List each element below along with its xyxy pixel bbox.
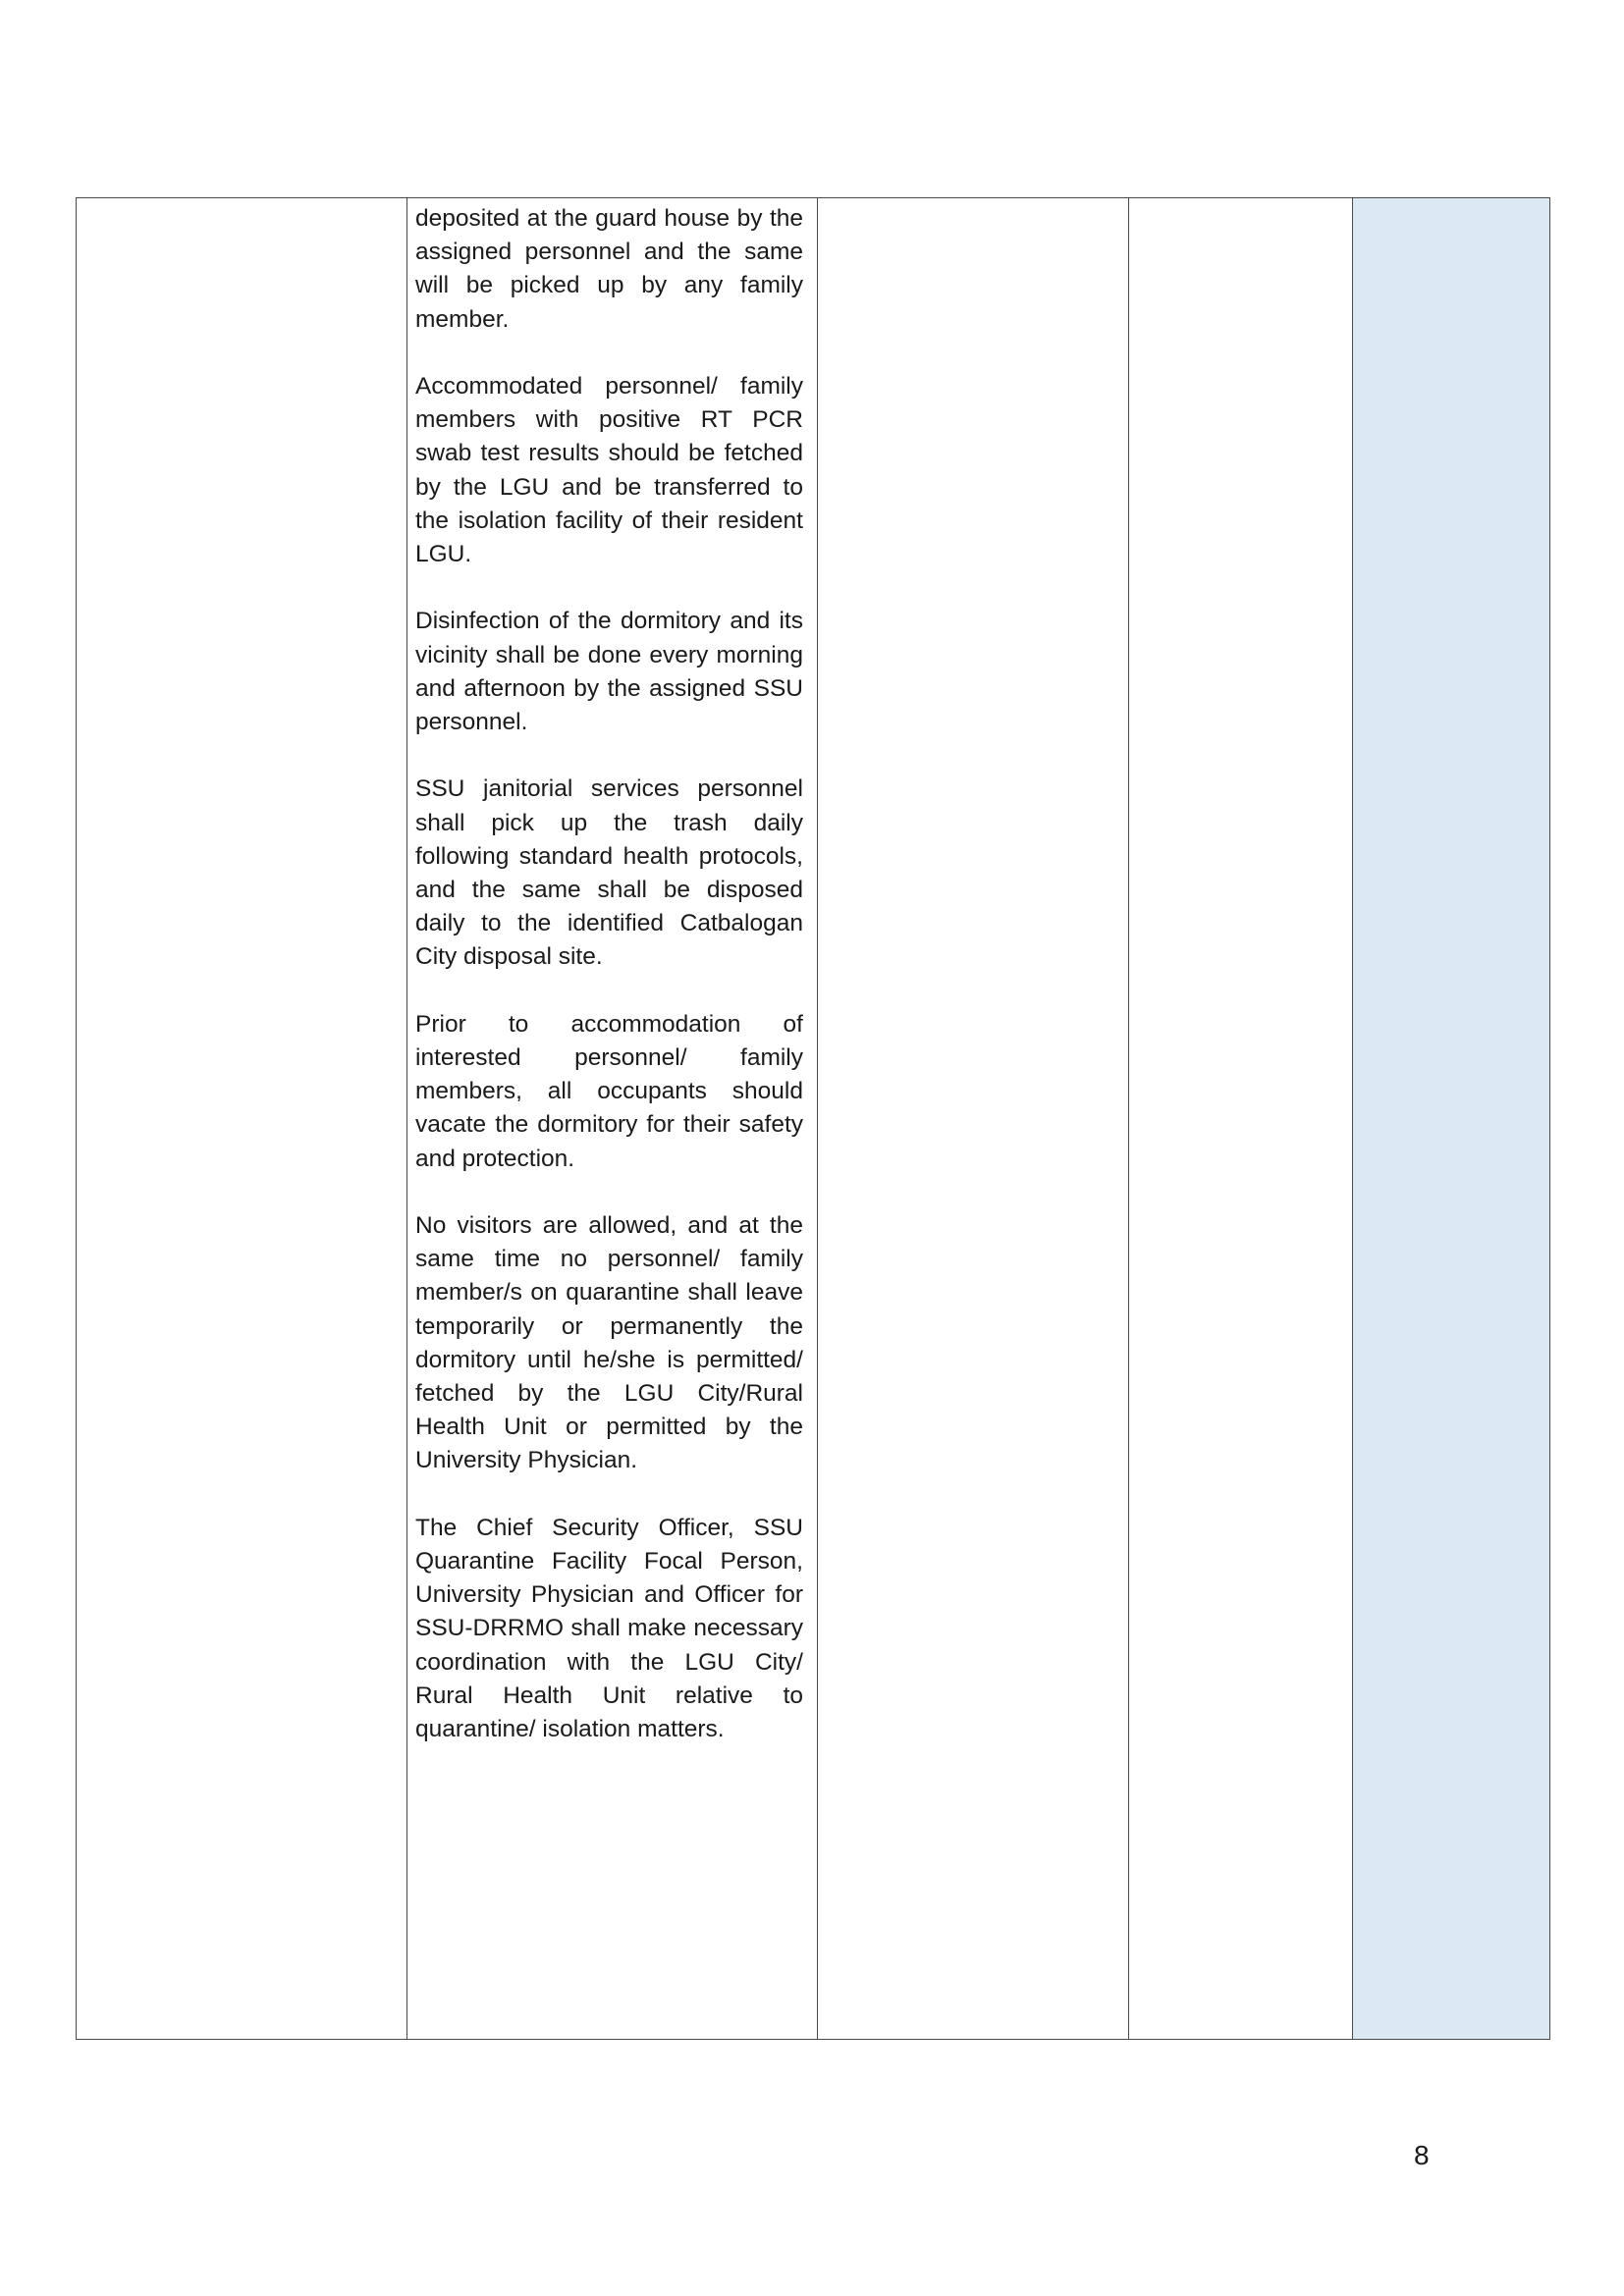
table-cell-empty-3 <box>818 198 1129 2040</box>
procedure-paragraph: Disinfection of the dormitory and its vicinity shall be done every morning and afternoon by the assigned SSU personnel. <box>415 608 803 736</box>
table-cell-empty-1 <box>77 198 407 2040</box>
procedure-paragraph: Prior to accommodation of interested personnel/ family members, all occupants should vacate the dormitory for their safety and protection. <box>415 1010 803 1172</box>
table-cell-empty-4 <box>1129 198 1353 2040</box>
table-row <box>77 198 1550 2040</box>
table-cell-shaded <box>1353 198 1550 2040</box>
procedure-table <box>76 197 1550 2040</box>
procedure-paragraph: Accommodated personnel/ family members with positive RT PCR swab test results should be fetched by the LGU and be transferred to the isolation facility of their resident LGU. <box>415 373 803 568</box>
page-number: 8 <box>1414 2140 1430 2170</box>
procedure-paragraph: No visitors are allowed, and at the same time no personnel/ family member/s on quarantine shall leave temporarily or permanently the dormitory until he/she is permitted/ fetched by the LGU City/Rural Health Unit or permitted by the University Physician. <box>415 1212 803 1474</box>
table-cell-procedures <box>407 198 818 2040</box>
procedure-paragraph: The Chief Security Officer, SSU Quarantine Facility Focal Person, University Physician and Officer for SSU-DRRMO shall make necessary coordination with the LGU City/ Rural Health Unit relative to quarantine/ isolation matters. <box>415 1514 803 1743</box>
procedure-paragraph: deposited at the guard house by the assigned personnel and the same will be picked up by any family member. <box>415 205 803 333</box>
procedure-paragraph: SSU janitorial services personnel shall pick up the trash daily following standard health protocols, and the same shall be disposed daily to the identified Catbalogan City disposal site. <box>415 775 803 971</box>
procedures-text <box>407 198 817 1746</box>
